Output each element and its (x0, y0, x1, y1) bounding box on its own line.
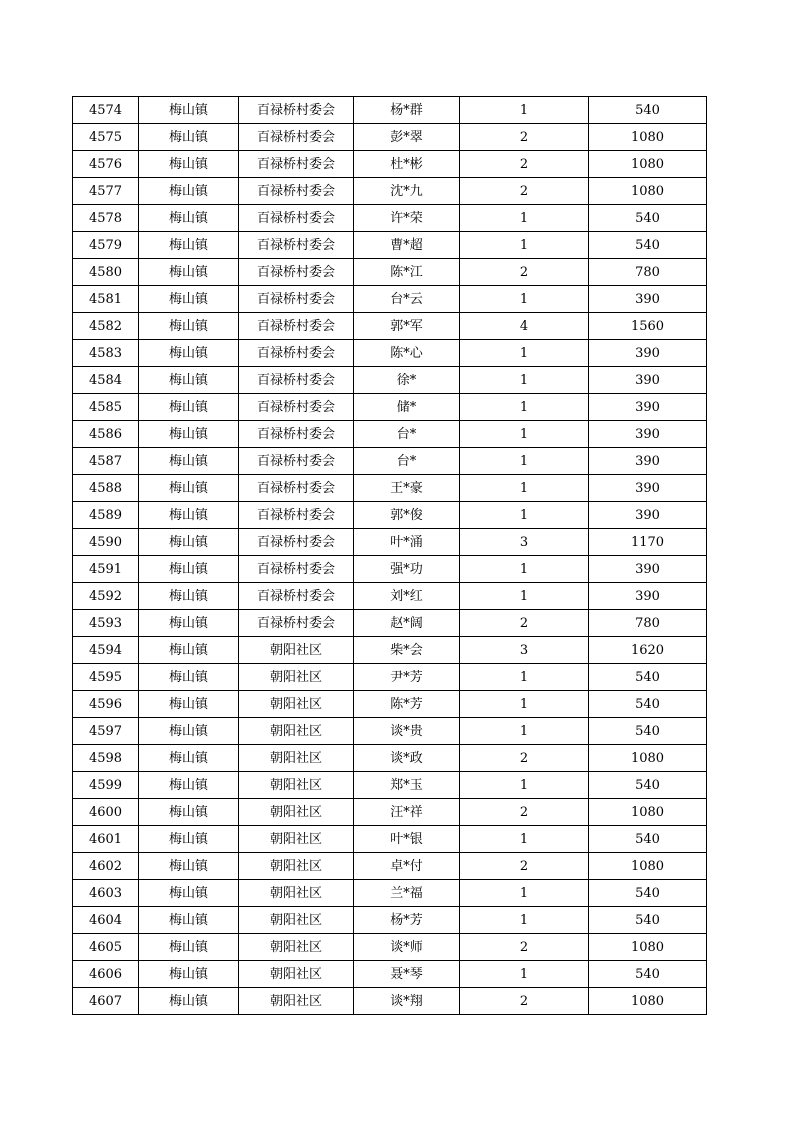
amount-cell: 390 (589, 502, 707, 529)
table-row (73, 367, 707, 394)
amount-cell: 390 (589, 367, 707, 394)
village-committee-cell: 百禄桥村委会 (239, 340, 354, 367)
row-number-cell: 4590 (73, 529, 139, 556)
name-cell: 杨*芳 (354, 907, 460, 934)
amount-cell: 1080 (589, 988, 707, 1015)
table-row (73, 178, 707, 205)
table-row (73, 637, 707, 664)
town-cell: 梅山镇 (139, 124, 239, 151)
household-count-cell: 2 (460, 259, 589, 286)
household-count-cell: 1 (460, 475, 589, 502)
village-committee-cell: 朝阳社区 (239, 799, 354, 826)
village-committee-cell: 朝阳社区 (239, 637, 354, 664)
name-cell: 谈*政 (354, 745, 460, 772)
village-committee-cell: 百禄桥村委会 (239, 583, 354, 610)
row-number-cell: 4579 (73, 232, 139, 259)
row-number-cell: 4597 (73, 718, 139, 745)
row-number-cell: 4604 (73, 907, 139, 934)
row-number-cell: 4589 (73, 502, 139, 529)
name-cell: 刘*红 (354, 583, 460, 610)
name-cell: 柴*会 (354, 637, 460, 664)
household-count-cell: 1 (460, 97, 589, 124)
town-cell: 梅山镇 (139, 151, 239, 178)
village-committee-cell: 朝阳社区 (239, 961, 354, 988)
amount-cell: 1170 (589, 529, 707, 556)
row-number-cell: 4585 (73, 394, 139, 421)
table-row (73, 448, 707, 475)
household-count-cell: 1 (460, 340, 589, 367)
amount-cell: 1080 (589, 151, 707, 178)
town-cell: 梅山镇 (139, 205, 239, 232)
village-committee-cell: 朝阳社区 (239, 826, 354, 853)
town-cell: 梅山镇 (139, 718, 239, 745)
row-number-cell: 4582 (73, 313, 139, 340)
row-number-cell: 4588 (73, 475, 139, 502)
name-cell: 谈*师 (354, 934, 460, 961)
household-count-cell: 1 (460, 664, 589, 691)
name-cell: 郭*俊 (354, 502, 460, 529)
town-cell: 梅山镇 (139, 934, 239, 961)
town-cell: 梅山镇 (139, 178, 239, 205)
table-row (73, 124, 707, 151)
name-cell: 王*豪 (354, 475, 460, 502)
amount-cell: 540 (589, 664, 707, 691)
amount-cell: 390 (589, 475, 707, 502)
town-cell: 梅山镇 (139, 475, 239, 502)
amount-cell: 780 (589, 610, 707, 637)
table-row (73, 934, 707, 961)
row-number-cell: 4602 (73, 853, 139, 880)
name-cell: 郭*军 (354, 313, 460, 340)
household-count-cell: 1 (460, 691, 589, 718)
household-count-cell: 1 (460, 286, 589, 313)
name-cell: 台*云 (354, 286, 460, 313)
amount-cell: 390 (589, 448, 707, 475)
household-count-cell: 1 (460, 367, 589, 394)
household-count-cell: 1 (460, 961, 589, 988)
amount-cell: 540 (589, 907, 707, 934)
table-row (73, 853, 707, 880)
household-count-cell: 1 (460, 583, 589, 610)
village-committee-cell: 百禄桥村委会 (239, 556, 354, 583)
amount-cell: 540 (589, 961, 707, 988)
table-row (73, 205, 707, 232)
town-cell: 梅山镇 (139, 691, 239, 718)
name-cell: 尹*芳 (354, 664, 460, 691)
table-row (73, 151, 707, 178)
town-cell: 梅山镇 (139, 421, 239, 448)
household-count-cell: 1 (460, 880, 589, 907)
household-count-cell: 3 (460, 529, 589, 556)
row-number-cell: 4586 (73, 421, 139, 448)
table-row (73, 97, 707, 124)
amount-cell: 540 (589, 205, 707, 232)
table-row (73, 826, 707, 853)
village-committee-cell: 百禄桥村委会 (239, 286, 354, 313)
name-cell: 沈*九 (354, 178, 460, 205)
name-cell: 强*功 (354, 556, 460, 583)
name-cell: 曹*超 (354, 232, 460, 259)
town-cell: 梅山镇 (139, 340, 239, 367)
row-number-cell: 4577 (73, 178, 139, 205)
village-committee-cell: 朝阳社区 (239, 907, 354, 934)
village-committee-cell: 百禄桥村委会 (239, 502, 354, 529)
household-count-cell: 1 (460, 826, 589, 853)
village-committee-cell: 百禄桥村委会 (239, 178, 354, 205)
row-number-cell: 4598 (73, 745, 139, 772)
name-cell: 叶*银 (354, 826, 460, 853)
amount-cell: 1080 (589, 799, 707, 826)
village-committee-cell: 百禄桥村委会 (239, 151, 354, 178)
household-count-cell: 2 (460, 934, 589, 961)
name-cell: 杜*彬 (354, 151, 460, 178)
amount-cell: 540 (589, 232, 707, 259)
village-committee-cell: 百禄桥村委会 (239, 97, 354, 124)
village-committee-cell: 百禄桥村委会 (239, 124, 354, 151)
amount-cell: 540 (589, 772, 707, 799)
household-count-cell: 1 (460, 232, 589, 259)
village-committee-cell: 百禄桥村委会 (239, 475, 354, 502)
name-cell: 郑*玉 (354, 772, 460, 799)
amount-cell: 540 (589, 826, 707, 853)
table-row (73, 610, 707, 637)
town-cell: 梅山镇 (139, 664, 239, 691)
name-cell: 谈*翔 (354, 988, 460, 1015)
name-cell: 赵*阔 (354, 610, 460, 637)
table-row (73, 529, 707, 556)
row-number-cell: 4575 (73, 124, 139, 151)
town-cell: 梅山镇 (139, 637, 239, 664)
table-row (73, 502, 707, 529)
village-committee-cell: 朝阳社区 (239, 745, 354, 772)
amount-cell: 1560 (589, 313, 707, 340)
row-number-cell: 4600 (73, 799, 139, 826)
town-cell: 梅山镇 (139, 610, 239, 637)
household-count-cell: 1 (460, 394, 589, 421)
row-number-cell: 4603 (73, 880, 139, 907)
amount-cell: 540 (589, 880, 707, 907)
town-cell: 梅山镇 (139, 367, 239, 394)
amount-cell: 1080 (589, 934, 707, 961)
name-cell: 陈*心 (354, 340, 460, 367)
table-row (73, 394, 707, 421)
village-committee-cell: 百禄桥村委会 (239, 313, 354, 340)
subsidy-table (72, 96, 707, 1015)
name-cell: 聂*琴 (354, 961, 460, 988)
village-committee-cell: 百禄桥村委会 (239, 367, 354, 394)
table-row (73, 745, 707, 772)
name-cell: 杨*群 (354, 97, 460, 124)
household-count-cell: 1 (460, 421, 589, 448)
town-cell: 梅山镇 (139, 772, 239, 799)
household-count-cell: 1 (460, 907, 589, 934)
amount-cell: 540 (589, 97, 707, 124)
row-number-cell: 4576 (73, 151, 139, 178)
household-count-cell: 1 (460, 502, 589, 529)
amount-cell: 390 (589, 394, 707, 421)
name-cell: 徐* (354, 367, 460, 394)
row-number-cell: 4607 (73, 988, 139, 1015)
village-committee-cell: 百禄桥村委会 (239, 259, 354, 286)
amount-cell: 390 (589, 421, 707, 448)
town-cell: 梅山镇 (139, 799, 239, 826)
table-row (73, 259, 707, 286)
row-number-cell: 4593 (73, 610, 139, 637)
name-cell: 台* (354, 448, 460, 475)
table-row (73, 799, 707, 826)
household-count-cell: 2 (460, 853, 589, 880)
town-cell: 梅山镇 (139, 448, 239, 475)
table-row (73, 907, 707, 934)
amount-cell: 1080 (589, 853, 707, 880)
town-cell: 梅山镇 (139, 529, 239, 556)
household-count-cell: 1 (460, 556, 589, 583)
town-cell: 梅山镇 (139, 97, 239, 124)
town-cell: 梅山镇 (139, 394, 239, 421)
row-number-cell: 4591 (73, 556, 139, 583)
village-committee-cell: 百禄桥村委会 (239, 448, 354, 475)
town-cell: 梅山镇 (139, 961, 239, 988)
household-count-cell: 2 (460, 745, 589, 772)
name-cell: 台* (354, 421, 460, 448)
table-row (73, 772, 707, 799)
household-count-cell: 2 (460, 988, 589, 1015)
row-number-cell: 4606 (73, 961, 139, 988)
village-committee-cell: 朝阳社区 (239, 988, 354, 1015)
row-number-cell: 4574 (73, 97, 139, 124)
row-number-cell: 4599 (73, 772, 139, 799)
table-row (73, 340, 707, 367)
table-row (73, 664, 707, 691)
household-count-cell: 2 (460, 610, 589, 637)
town-cell: 梅山镇 (139, 880, 239, 907)
row-number-cell: 4601 (73, 826, 139, 853)
row-number-cell: 4580 (73, 259, 139, 286)
village-committee-cell: 百禄桥村委会 (239, 529, 354, 556)
amount-cell: 1620 (589, 637, 707, 664)
amount-cell: 1080 (589, 178, 707, 205)
table-row (73, 988, 707, 1015)
row-number-cell: 4583 (73, 340, 139, 367)
town-cell: 梅山镇 (139, 286, 239, 313)
table-row (73, 880, 707, 907)
town-cell: 梅山镇 (139, 232, 239, 259)
town-cell: 梅山镇 (139, 502, 239, 529)
amount-cell: 780 (589, 259, 707, 286)
town-cell: 梅山镇 (139, 826, 239, 853)
town-cell: 梅山镇 (139, 907, 239, 934)
village-committee-cell: 朝阳社区 (239, 880, 354, 907)
name-cell: 汪*祥 (354, 799, 460, 826)
row-number-cell: 4581 (73, 286, 139, 313)
name-cell: 许*荣 (354, 205, 460, 232)
village-committee-cell: 百禄桥村委会 (239, 205, 354, 232)
table-row (73, 718, 707, 745)
village-committee-cell: 朝阳社区 (239, 691, 354, 718)
row-number-cell: 4605 (73, 934, 139, 961)
household-count-cell: 3 (460, 637, 589, 664)
household-count-cell: 2 (460, 799, 589, 826)
amount-cell: 390 (589, 340, 707, 367)
household-count-cell: 1 (460, 718, 589, 745)
name-cell: 卓*付 (354, 853, 460, 880)
town-cell: 梅山镇 (139, 556, 239, 583)
amount-cell: 390 (589, 556, 707, 583)
table-row (73, 232, 707, 259)
household-count-cell: 2 (460, 124, 589, 151)
household-count-cell: 1 (460, 448, 589, 475)
name-cell: 彭*翠 (354, 124, 460, 151)
name-cell: 陈*江 (354, 259, 460, 286)
village-committee-cell: 百禄桥村委会 (239, 421, 354, 448)
table-row (73, 556, 707, 583)
town-cell: 梅山镇 (139, 583, 239, 610)
household-count-cell: 2 (460, 151, 589, 178)
row-number-cell: 4592 (73, 583, 139, 610)
table-row (73, 691, 707, 718)
name-cell: 兰*福 (354, 880, 460, 907)
table-row (73, 475, 707, 502)
village-committee-cell: 朝阳社区 (239, 853, 354, 880)
amount-cell: 540 (589, 691, 707, 718)
town-cell: 梅山镇 (139, 259, 239, 286)
village-committee-cell: 朝阳社区 (239, 664, 354, 691)
town-cell: 梅山镇 (139, 853, 239, 880)
village-committee-cell: 百禄桥村委会 (239, 394, 354, 421)
row-number-cell: 4578 (73, 205, 139, 232)
name-cell: 叶*涌 (354, 529, 460, 556)
row-number-cell: 4584 (73, 367, 139, 394)
amount-cell: 390 (589, 583, 707, 610)
row-number-cell: 4596 (73, 691, 139, 718)
table-body (73, 97, 707, 1015)
table-row (73, 286, 707, 313)
amount-cell: 1080 (589, 124, 707, 151)
table-row (73, 583, 707, 610)
household-count-cell: 4 (460, 313, 589, 340)
name-cell: 陈*芳 (354, 691, 460, 718)
amount-cell: 1080 (589, 745, 707, 772)
amount-cell: 540 (589, 718, 707, 745)
table-row (73, 961, 707, 988)
town-cell: 梅山镇 (139, 988, 239, 1015)
household-count-cell: 1 (460, 205, 589, 232)
amount-cell: 390 (589, 286, 707, 313)
village-committee-cell: 朝阳社区 (239, 934, 354, 961)
household-count-cell: 1 (460, 772, 589, 799)
table-row (73, 313, 707, 340)
row-number-cell: 4595 (73, 664, 139, 691)
household-count-cell: 2 (460, 178, 589, 205)
town-cell: 梅山镇 (139, 745, 239, 772)
village-committee-cell: 百禄桥村委会 (239, 232, 354, 259)
name-cell: 谈*贵 (354, 718, 460, 745)
table-row (73, 421, 707, 448)
village-committee-cell: 朝阳社区 (239, 718, 354, 745)
village-committee-cell: 朝阳社区 (239, 772, 354, 799)
row-number-cell: 4594 (73, 637, 139, 664)
row-number-cell: 4587 (73, 448, 139, 475)
name-cell: 储* (354, 394, 460, 421)
village-committee-cell: 百禄桥村委会 (239, 610, 354, 637)
town-cell: 梅山镇 (139, 313, 239, 340)
